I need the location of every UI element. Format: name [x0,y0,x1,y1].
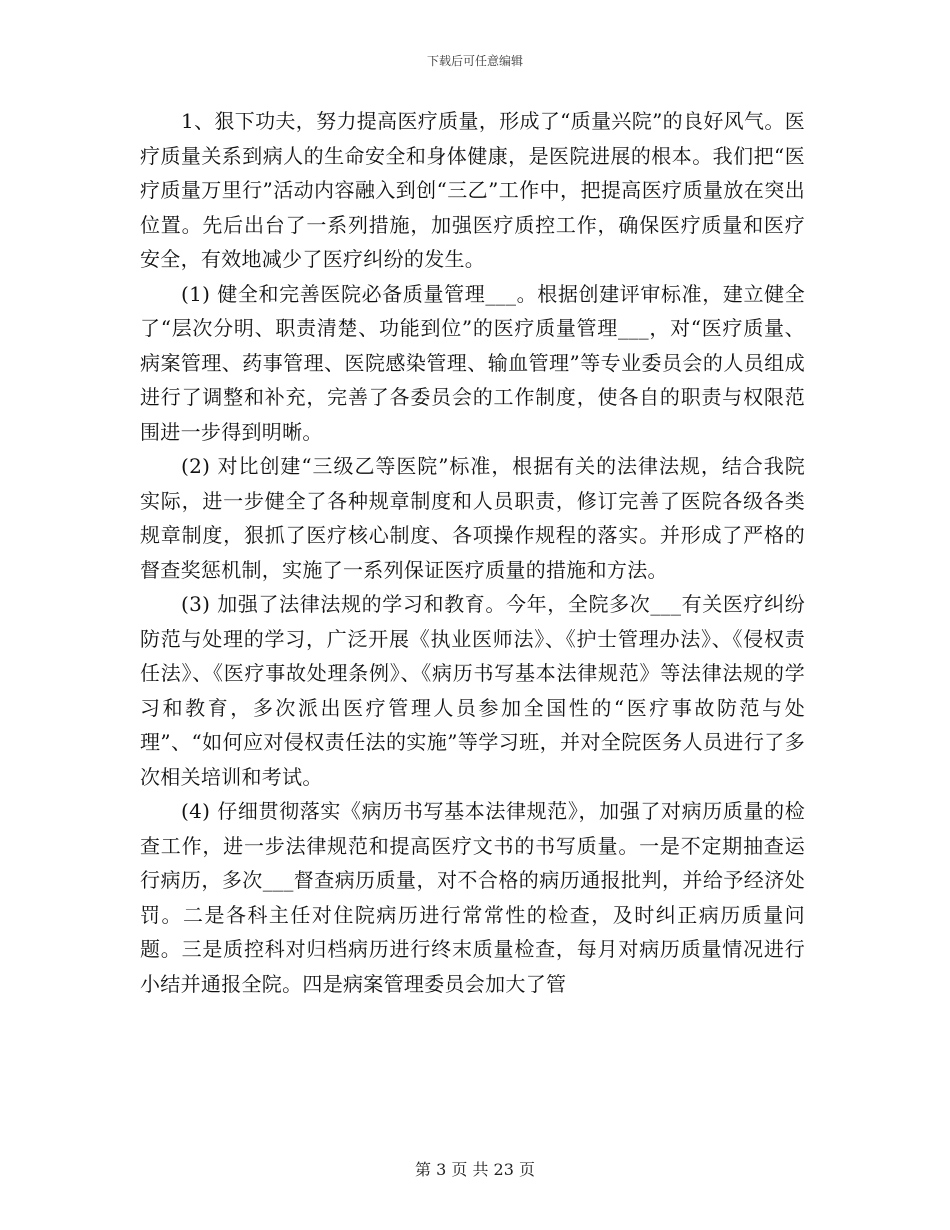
paragraph-4: (3) 加强了法律法规的学习和教育。今年，全院多次___有关医疗纠纷防范与处理的学习，广泛开展《执业医师法》、《护士管理办法》、《侵权责任法》、《医疗事故处理条例》、《病历书写基本法律规范》等法律法规的学习和教育，多次派出医疗管理人员参加全国性的“医疗事故防范与处理”、“如何应对侵权责任法的实施”等学习班，并对全院医务人员进行了多次相关培训和考试。 [140,592,805,789]
paragraph-5: (4) 仔细贯彻落实《病历书写基本法律规范》，加强了对病历质量的检查工作，进一步法律规范和提高医疗文书的书写质量。一是不定期抽查运行病历，多次___督查病历质量，对不合格的病历通报批判，并给予经济处罚。二是各科主任对住院病历进行常常性的检查，及时纠正病历质量问题。三是质控科对归档病历进行终末质量检查，每月对病历质量情况进行小结并通报全院。四是病案管理委员会加大了管 [140,799,805,996]
paragraph-1: 1、狠下功夫，努力提高医疗质量，形成了“质量兴院”的良好风气。医疗质量关系到病人的生命安全和身体健康，是医院进展的根本。我们把“医疗质量万里行”活动内容融入到创“三乙”工作中，把提高医疗质量放在突出位置。先后出台了一系列措施，加强医疗质控工作，确保医疗质量和医疗安全，有效地减少了医疗纠纷的发生。 [140,109,805,271]
paragraph-3: (2) 对比创建“三级乙等医院”标准，根据有关的法律法规，结合我院实际，进一步健全了各种规章制度和人员职责，修订完善了医院各级各类规章制度，狠抓了医疗核心制度、各项操作规程的落实。并形成了严格的督查奖惩机制，实施了一系列保证医疗质量的措施和方法。 [140,454,805,582]
page-header-note: 下载后可任意编辑 [426,54,523,68]
document-body [140,104,805,1001]
paragraph-2: (1) 健全和完善医院必备质量管理___。根据创建评审标准，建立健全了“层次分明、职责清楚、功能到位”的医疗质量管理___，对“医疗质量、病案管理、药事管理、医院感染管理、输血管理”等专业委员会的人员组成进行了调整和补充，完善了各委员会的工作制度，使各自的职责与权限范围进一步得到明晰。 [140,281,805,444]
page-number: 第 3 页 共 23 页 [415,1160,535,1179]
